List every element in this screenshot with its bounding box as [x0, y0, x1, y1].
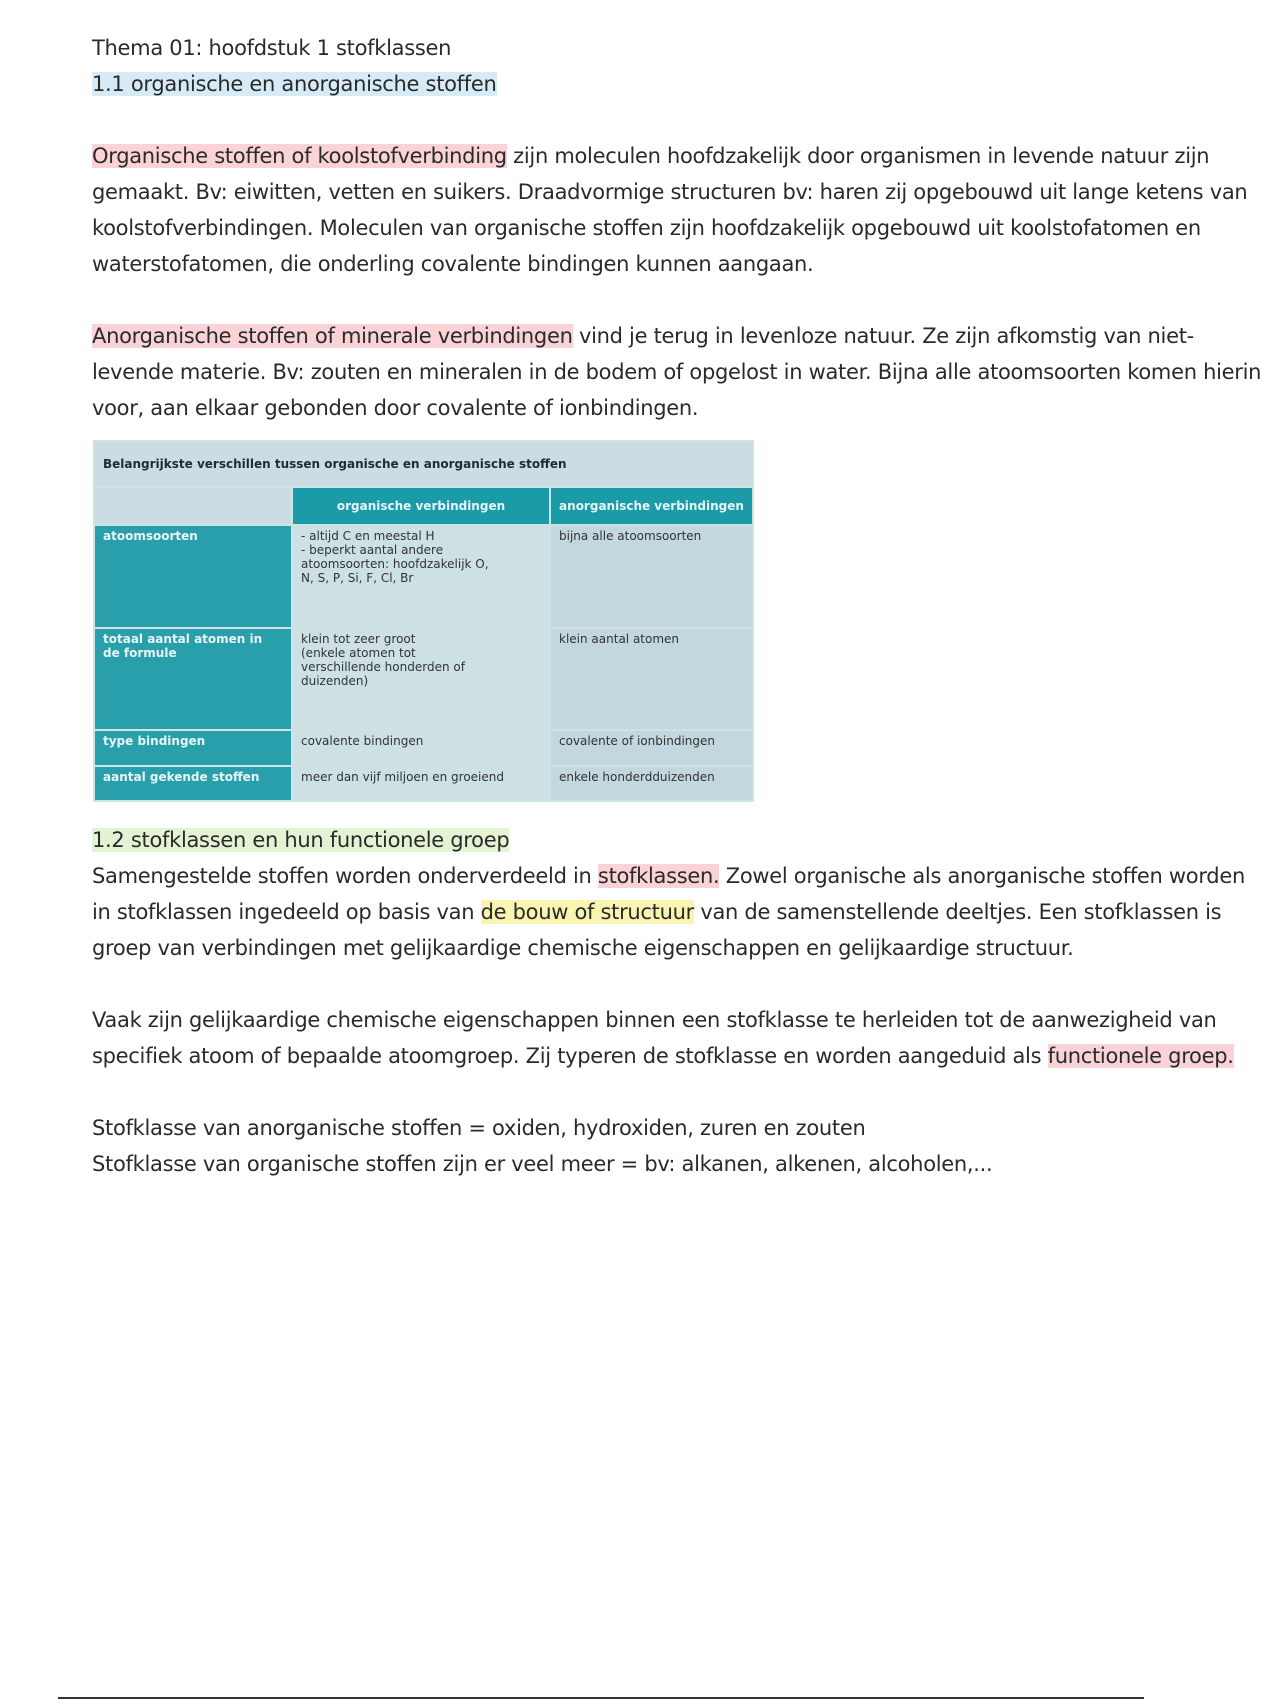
para1-text-4: waterstofatomen, die onderling covalente bindingen kunnen aangaan.: [92, 252, 814, 276]
comparison-table-photo: [93, 440, 754, 802]
table-cell: meer dan vijf miljoen en groeiend: [292, 766, 550, 801]
section2-line5: [92, 1038, 1234, 1074]
section2-text-5a: specifiek atoom of bepaalde atoomgroep. Zij typeren de stofklasse en worden aangeduid als: [92, 1044, 1048, 1068]
section2-line4: [92, 1002, 1217, 1038]
stofklassen-highlight: stofklassen.: [597, 864, 720, 888]
table-cell: klein aantal atomen: [550, 628, 753, 731]
section2-text-6: Stofklasse van anorganische stoffen = oxiden, hydroxiden, zuren en zouten: [92, 1116, 866, 1140]
para1-text-1: zijn moleculen hoofdzakelijk door organismen in levende natuur zijn: [506, 144, 1210, 168]
bottom-divider: [58, 1697, 1144, 1699]
col-header-inorganic: anorganische verbindingen: [550, 487, 753, 525]
structure-highlight: de bouw of structuur: [480, 900, 694, 924]
table-cell: bijna alle atoomsoorten: [550, 525, 753, 628]
para2-text-2: levende materie. Bv: zouten en mineralen in de bodem of opgelost in water. Bijna alle atoomsoorten komen hierin: [92, 360, 1261, 384]
row-header: atoomsoorten: [94, 525, 292, 628]
section2-line6: [92, 1110, 866, 1146]
section2-text-3: groep van verbindingen met gelijkaardige chemische eigenschappen en gelijkaardige structuur.: [92, 936, 1074, 960]
table-row: [94, 628, 753, 731]
section2-text-2b: van de samenstellende deeltjes. Een stofklassen is: [693, 900, 1222, 924]
comparison-table: [93, 440, 754, 802]
para2-text-1: vind je terug in levenloze natuur. Ze zijn afkomstig van niet-: [572, 324, 1194, 348]
table-cell: covalente bindingen: [292, 730, 550, 765]
table-row: [94, 766, 753, 801]
para2-highlight: Anorganische stoffen of minerale verbindingen: [92, 324, 573, 348]
section2-text-4: Vaak zijn gelijkaardige chemische eigenschappen binnen een stofklasse te herleiden tot de aanwezigheid van: [92, 1008, 1217, 1032]
section2-text-2a: in stofklassen ingedeeld op basis van: [92, 900, 481, 924]
section2-heading-text: 1.2 stofklassen en hun functionele groep: [92, 828, 510, 852]
section-heading-1-2: [92, 822, 509, 858]
col-header-organic: organische verbindingen: [292, 487, 550, 525]
row-header: type bindingen: [94, 730, 292, 765]
table-caption: Belangrijkste verschillen tussen organische en anorganische stoffen: [94, 441, 753, 487]
row-header: aantal gekende stoffen: [94, 766, 292, 801]
page-title: [92, 30, 451, 66]
table-header-row: [94, 487, 753, 525]
para2-text-3: voor, aan elkaar gebonden door covalente of ionbindingen.: [92, 396, 699, 420]
para1-line2: [92, 174, 1247, 210]
para2-line3: [92, 390, 698, 426]
table-cell: klein tot zeer groot (enkele atomen tot verschillende honderden of duizenden): [292, 628, 550, 731]
section2-line7: [92, 1146, 992, 1182]
section2-text-7: Stofklasse van organische stoffen zijn er veel meer = bv: alkanen, alkenen, alcoholen,...: [92, 1152, 993, 1176]
functional-group-highlight: functionele groep.: [1047, 1044, 1234, 1068]
para1-text-2: gemaakt. Bv: eiwitten, vetten en suikers. Draadvormige structuren bv: haren zij opgebouwd uit lange ketens van: [92, 180, 1248, 204]
table-row: [94, 525, 753, 628]
para1-line3: [92, 210, 1201, 246]
table-row: [94, 730, 753, 765]
row-header: totaal aantal atomen in de formule: [94, 628, 292, 731]
table-cell: enkele honderdduizenden: [550, 766, 753, 801]
para2-line2: [92, 354, 1261, 390]
section2-text-1b: Zowel organische als anorganische stoffen worden: [719, 864, 1245, 888]
table-caption-row: [94, 441, 753, 487]
para1-text-3: koolstofverbindingen. Moleculen van organische stoffen zijn hoofdzakelijk opgebouwd uit koolstofatomen en: [92, 216, 1201, 240]
section2-text-1a: Samengestelde stoffen worden onderverdeeld in: [92, 864, 598, 888]
title-text: Thema 01: hoofdstuk 1 stofklassen: [92, 36, 452, 60]
para2-line1: [92, 318, 1194, 354]
para1-highlight: Organische stoffen of koolstofverbinding: [92, 144, 507, 168]
subtitle-text: 1.1 organische en anorganische stoffen: [92, 72, 497, 96]
section2-line2: [92, 894, 1221, 930]
table-cell: - altijd C en meestal H - beperkt aantal andere atoomsoorten: hoofdzakelijk O, N, S, P, Si, F, Cl, Br: [292, 525, 550, 628]
table-cell: covalente of ionbindingen: [550, 730, 753, 765]
section2-line1: [92, 858, 1245, 894]
para1-line4: [92, 246, 813, 282]
section-heading-1-1: [92, 66, 497, 102]
table-corner: [94, 487, 292, 525]
para1-line1: [92, 138, 1209, 174]
section2-line3: [92, 930, 1074, 966]
